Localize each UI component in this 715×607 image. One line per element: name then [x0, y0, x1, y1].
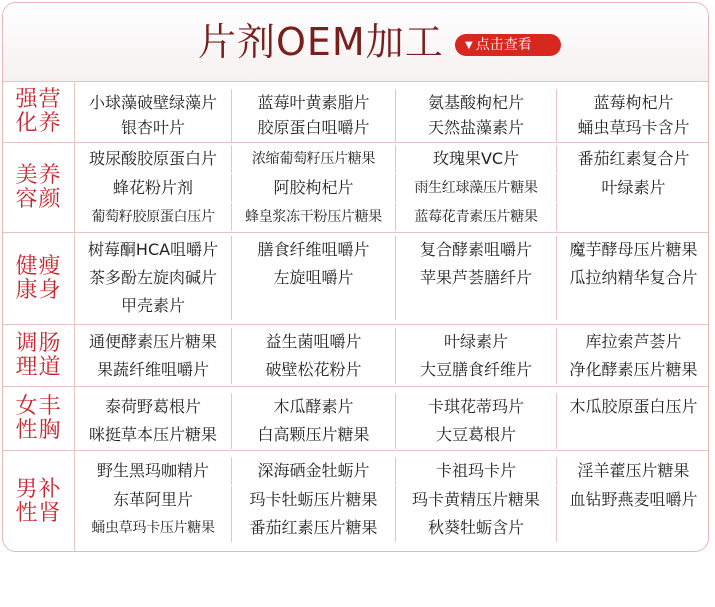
product-item[interactable]: 库拉索芦荟片 [585, 332, 682, 351]
product-row [75, 328, 708, 356]
product-item[interactable]: 破壁松花粉片 [232, 356, 396, 384]
product-row [75, 421, 708, 449]
category-label: 美养容颜 [15, 162, 62, 212]
product-item[interactable]: 卡琪花蒂玛片 [396, 393, 557, 421]
product-item[interactable]: 玛卡黄精压片糖果 [396, 486, 557, 514]
product-item[interactable]: 玫瑰果VC片 [396, 145, 557, 173]
product-item[interactable]: 蛹虫草玛卡压片糖果 [75, 514, 232, 542]
category-label-box [3, 143, 75, 232]
product-row [75, 393, 708, 421]
product-item [557, 203, 709, 231]
product-item[interactable]: 蛹虫草玛卡含片 [577, 118, 690, 137]
header [3, 3, 708, 82]
product-row [75, 514, 708, 542]
product-item[interactable]: 叶绿素片 [396, 328, 557, 356]
product-item[interactable]: 白高颗压片糖果 [232, 421, 396, 449]
category-section [3, 233, 708, 325]
product-item[interactable]: 泰荷野葛根片 [75, 393, 232, 421]
category-section [3, 81, 708, 143]
view-more-label: 点击查看 [475, 37, 532, 53]
product-item [557, 421, 709, 449]
product-item[interactable]: 大豆葛根片 [396, 421, 557, 449]
product-item[interactable]: 氨基酸枸杞片 [396, 89, 557, 117]
product-item[interactable]: 蓝莓枸杞片 [593, 93, 674, 112]
product-item[interactable]: 东革阿里片 [75, 486, 232, 514]
product-item [557, 292, 709, 320]
product-item[interactable]: 膳食纤维咀嚼片 [232, 236, 396, 264]
product-grid [75, 81, 708, 143]
product-item[interactable]: 咪挺草本压片糖果 [75, 421, 232, 449]
product-item[interactable]: 益生菌咀嚼片 [232, 328, 396, 356]
product-item[interactable]: 甲壳素片 [75, 292, 232, 320]
page-title: 片剂OEM加工 [198, 20, 444, 64]
product-item[interactable]: 深海硒金牡蛎片 [232, 457, 396, 485]
category-label-box [3, 233, 75, 324]
category-label: 调肠理道 [15, 330, 62, 380]
category-label: 健瘦康身 [15, 253, 62, 303]
product-row [75, 457, 708, 485]
view-more-button[interactable] [455, 34, 561, 56]
product-item[interactable]: 雨生红球藻压片糖果 [396, 174, 557, 202]
product-item[interactable]: 大豆膳食纤维片 [396, 356, 557, 384]
product-item[interactable]: 浓缩葡萄籽压片糖果 [232, 145, 396, 173]
category-section [3, 325, 708, 387]
product-item[interactable]: 野生黑玛咖精片 [75, 457, 232, 485]
product-item[interactable]: 蜂花粉片剂 [75, 174, 232, 202]
category-label: 女丰性胸 [15, 393, 62, 443]
product-item[interactable]: 叶绿素片 [601, 178, 666, 197]
product-row [75, 264, 708, 292]
product-grid [75, 233, 708, 325]
category-label: 男补性肾 [15, 477, 62, 526]
product-item[interactable]: 胶原蛋白咀嚼片 [232, 114, 396, 142]
product-item[interactable]: 左旋咀嚼片 [232, 264, 396, 292]
product-row [75, 486, 708, 514]
product-item[interactable]: 淫羊藿压片糖果 [577, 461, 690, 480]
product-item[interactable]: 木瓜酵素片 [232, 393, 396, 421]
product-grid [75, 451, 708, 552]
product-row [75, 236, 708, 264]
product-item[interactable]: 果蔬纤维咀嚼片 [75, 356, 232, 384]
product-item[interactable]: 卡祖玛卡片 [396, 457, 557, 485]
category-label-box [3, 387, 75, 450]
product-item[interactable]: 血钻野燕麦咀嚼片 [569, 490, 698, 509]
product-item[interactable]: 蓝莓花青素压片糖果 [396, 203, 557, 231]
product-item[interactable]: 苹果芦荟膳纤片 [396, 264, 557, 292]
product-item[interactable]: 小球藻破壁绿藻片 [75, 89, 232, 117]
product-item [396, 292, 557, 320]
category-section [3, 451, 708, 552]
product-row [75, 203, 708, 231]
product-item[interactable]: 番茄红素压片糖果 [232, 514, 396, 542]
product-item[interactable]: 葡萄籽胶原蛋白压片 [75, 203, 232, 231]
product-item[interactable]: 树莓酮HCA咀嚼片 [75, 236, 232, 264]
product-item [232, 292, 396, 320]
product-item[interactable]: 茶多酚左旋肉碱片 [75, 264, 232, 292]
product-item[interactable]: 蜂皇浆冻干粉压片糖果 [232, 203, 396, 231]
product-item[interactable]: 净化酵素压片糖果 [569, 360, 698, 379]
product-item[interactable]: 秋葵牡蛎含片 [396, 514, 557, 542]
product-item[interactable]: 通便酵素压片糖果 [75, 328, 232, 356]
product-row [75, 356, 708, 384]
triangle-down-icon: ▼ [465, 40, 473, 51]
category-section [3, 143, 708, 233]
product-item[interactable]: 番茄红素复合片 [577, 149, 690, 168]
product-item[interactable]: 银杏叶片 [75, 114, 232, 142]
product-item[interactable]: 天然盐藻素片 [396, 114, 557, 142]
product-item[interactable]: 瓜拉纳精华复合片 [569, 268, 698, 287]
product-row [75, 145, 708, 173]
product-item[interactable]: 玻尿酸胶原蛋白片 [75, 145, 232, 173]
product-item[interactable]: 玛卡牡蛎压片糖果 [232, 486, 396, 514]
product-item[interactable]: 阿胶枸杞片 [232, 174, 396, 202]
product-item[interactable]: 魔芋酵母压片糖果 [569, 240, 698, 259]
product-row [75, 174, 708, 202]
product-row [75, 114, 708, 142]
category-section [3, 387, 708, 451]
product-grid [75, 143, 708, 233]
category-label-box [3, 451, 75, 552]
category-label-box [3, 81, 75, 142]
product-item[interactable]: 蓝莓叶黄素脂片 [232, 89, 396, 117]
product-card [2, 2, 709, 552]
product-item [557, 514, 709, 542]
product-row [75, 89, 708, 117]
product-grid [75, 325, 708, 387]
product-grid [75, 387, 708, 451]
category-label: 强营化养 [15, 86, 62, 136]
product-item[interactable]: 木瓜胶原蛋白压片 [569, 397, 698, 416]
product-row [75, 292, 708, 320]
product-item[interactable]: 复合酵素咀嚼片 [396, 236, 557, 264]
category-label-box [3, 325, 75, 386]
